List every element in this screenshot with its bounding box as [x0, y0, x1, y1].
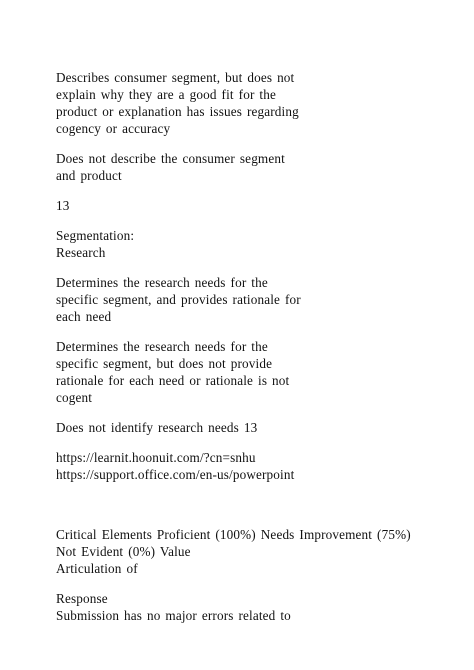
- text-line: each need: [56, 309, 112, 324]
- text-line: rationale for each need or rationale is not: [56, 373, 290, 388]
- text-line: Does not identify research needs 13: [56, 420, 258, 435]
- text-line: specific segment, and provides rationale for: [56, 292, 301, 307]
- text-line: Response: [56, 591, 108, 606]
- url-line: https://learnit.hoonuit.com/?cn=snhu: [56, 450, 256, 465]
- text-line: Research: [56, 245, 106, 260]
- text-line: Critical Elements Proficient (100%) Needs Improvement (75%): [56, 527, 411, 542]
- text-line: Does not describe the consumer segment: [56, 151, 285, 166]
- text-line: Determines the research needs for the: [56, 275, 268, 290]
- text-line: Describes consumer segment, but does not: [56, 70, 295, 85]
- text-line: Not Evident (0%) Value: [56, 544, 191, 559]
- text-line: 13: [56, 198, 70, 213]
- text-line: Segmentation:: [56, 228, 135, 243]
- text-line: cogent: [56, 390, 93, 405]
- text-line: specific segment, but does not provide: [56, 356, 273, 371]
- text-line: product or explanation has issues regarding: [56, 104, 299, 119]
- text-line: Articulation of: [56, 561, 138, 576]
- text-line: cogency or accuracy: [56, 121, 171, 136]
- url-line: https://support.office.com/en-us/powerpoint: [56, 467, 295, 482]
- text-line: Submission has no major errors related to: [56, 608, 291, 623]
- text-line: and product: [56, 168, 122, 183]
- text-line: explain why they are a good fit for the: [56, 87, 276, 102]
- text-line: Determines the research needs for the: [56, 339, 268, 354]
